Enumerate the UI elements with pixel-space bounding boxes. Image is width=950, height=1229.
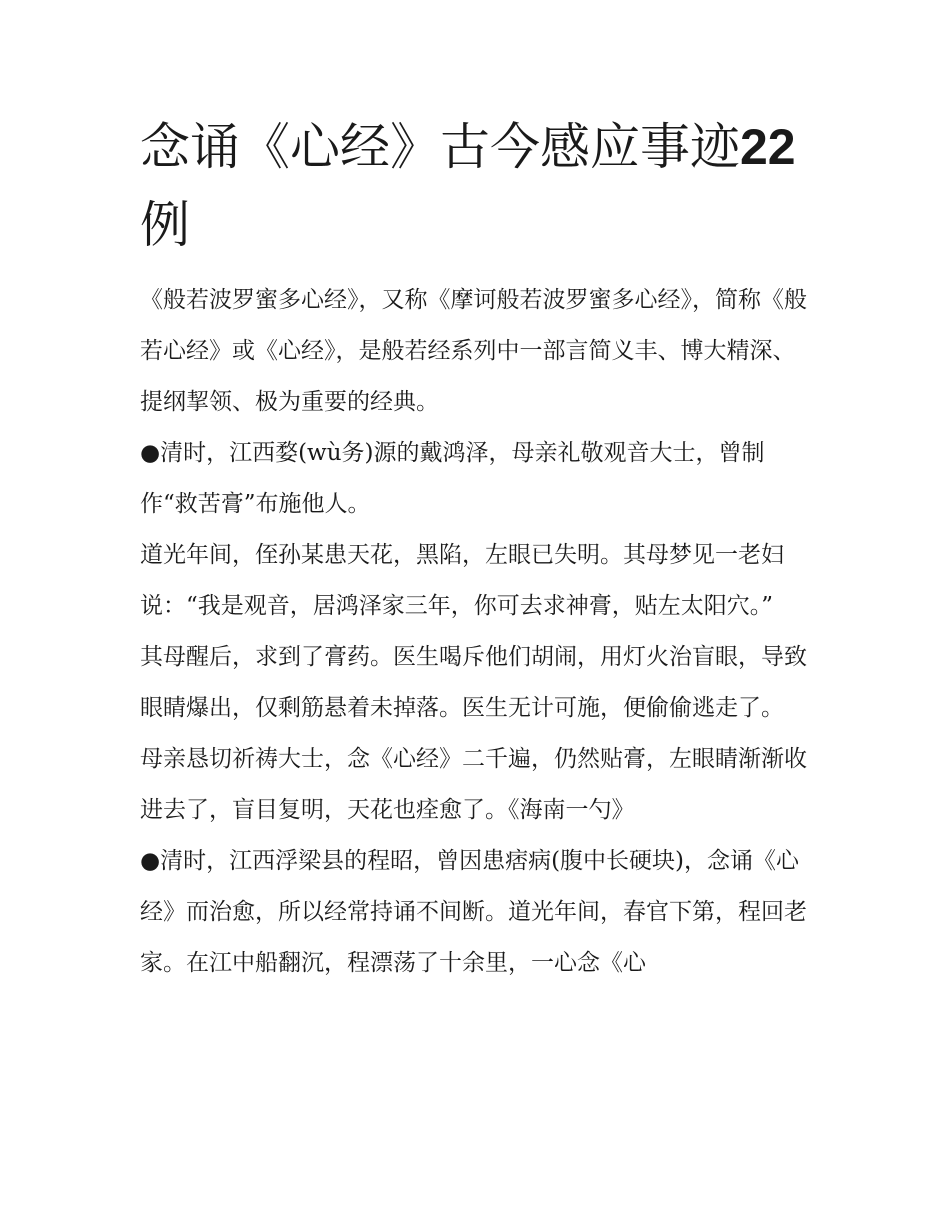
paragraph-story1-dream: 道光年间，侄孙某患天花，黑陷，左眼已失明。其母梦见一老妇说：“我是观音，居鸿泽家三年，你可去求神膏，贴左太阳穴。” [140,542,784,619]
document-title [140,108,820,264]
title-number: 22 [740,119,796,175]
document-body [140,275,812,989]
paragraph-story2-opening: ●清时，江西浮梁县的程昭，曾因患痞病(腹中长硬块)，念诵《心经》而治愈，所以经常持诵不间断。道光年间，春官下第，程回老家。在江中船翻沉，程漂荡了十余里，一心念《心 [140,848,807,976]
paragraph-intro: 《般若波罗蜜多心经》，又称《摩诃般若波罗蜜多心经》，简称《般若心经》或《心经》，是般若经系列中一部言简义丰、博大精深、提纲挈领、极为重要的经典。 [140,287,807,415]
paragraph-story1-recovery: 母亲恳切祈祷大士，念《心经》二千遍，仍然贴膏，左眼睛渐渐收进去了，盲目复明，天花也痊愈了。《海南一勺》 [140,746,807,823]
title-tail: 例 [140,196,190,254]
paragraph-story1-doctor: 其母醒后，求到了膏药。医生喝斥他们胡闹，用灯火治盲眼，导致眼睛爆出，仅剩筋悬着未掉落。医生无计可施，便偷偷逃走了。 [140,644,807,721]
paragraph-story1-opening: ●清时，江西婺(wù务)源的戴鸿泽，母亲礼敬观音大士，曾制作“救苦膏”布施他人。 [140,440,765,517]
title-text: 念诵《心经》古今感应事迹 [140,118,740,176]
